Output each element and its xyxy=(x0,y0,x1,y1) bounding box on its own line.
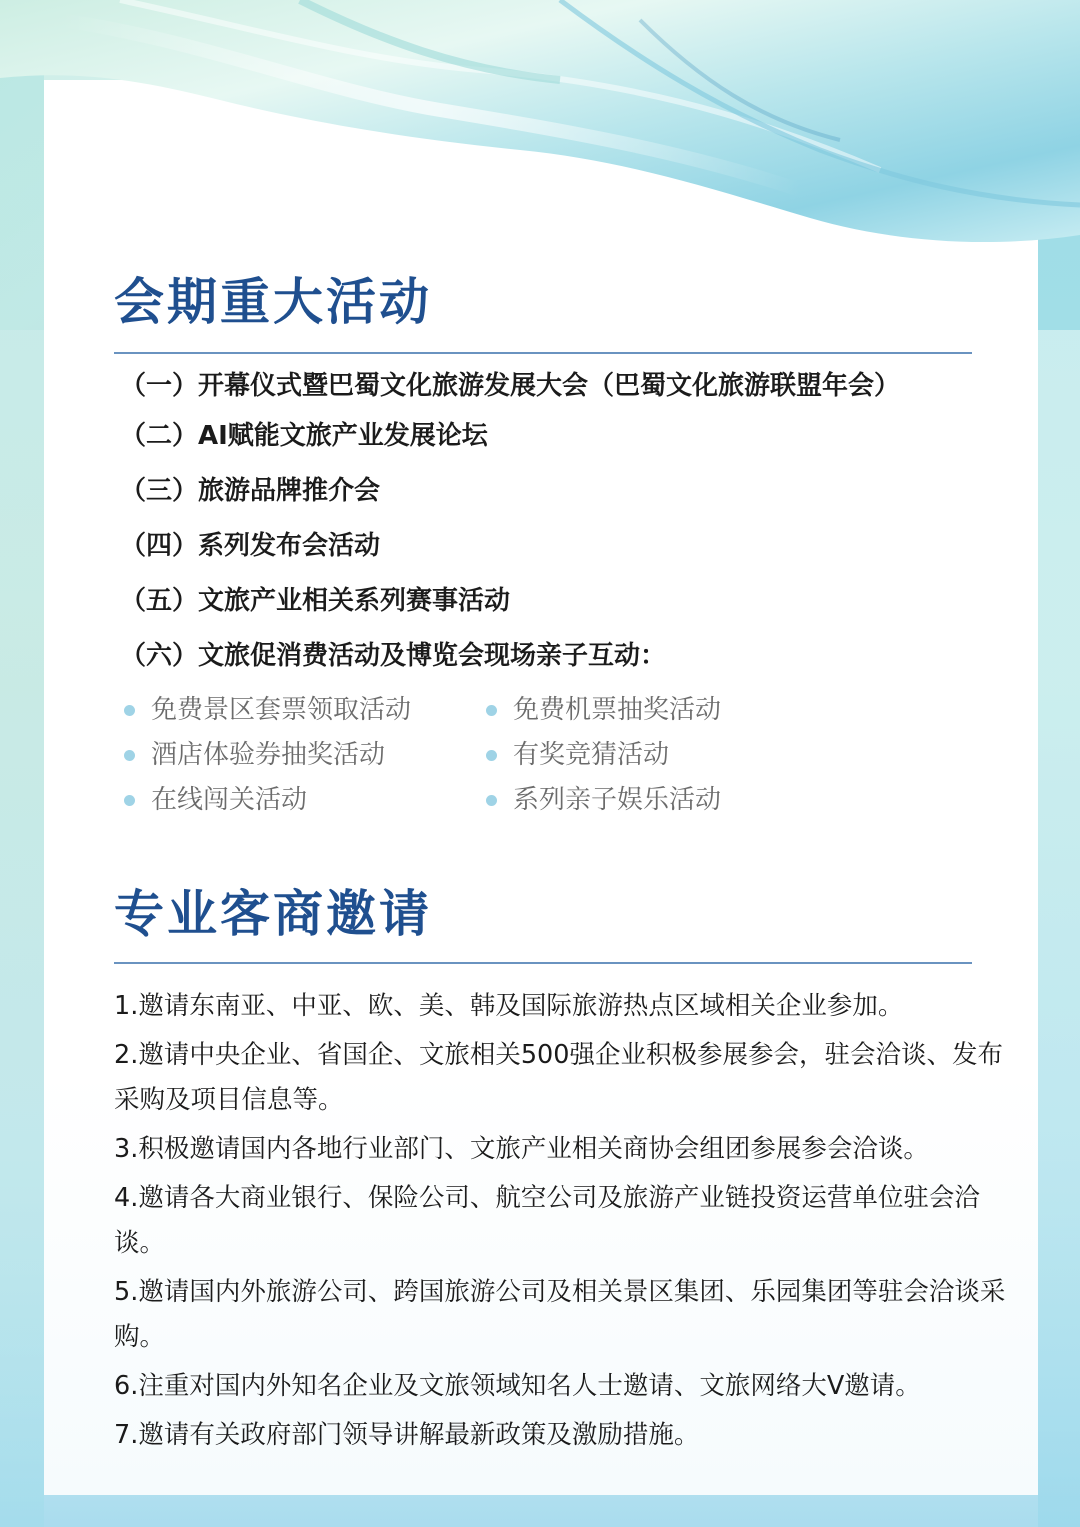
invitation-list xyxy=(114,984,1014,1462)
sub-item xyxy=(124,693,486,727)
bullet-dot-icon xyxy=(486,705,497,716)
activity-item-6: （六）文旅促消费活动及博览会现场亲子互动： xyxy=(120,641,667,671)
activity-item-3: （三）旅游品牌推介会 xyxy=(120,476,381,506)
bullet-dot-icon xyxy=(124,795,135,806)
bullet-dot-icon xyxy=(124,750,135,761)
activity-sub-list xyxy=(124,693,904,817)
activity-item-4: （四）系列发布会活动 xyxy=(120,531,381,561)
activity-item-1: （一）开幕仪式暨巴蜀文化旅游发展大会（巴蜀文化旅游联盟年会） xyxy=(120,371,901,401)
sub-item xyxy=(124,783,486,817)
bullet-dot-icon xyxy=(124,705,135,716)
invitation-item: 6.注重对国内外知名企业及文旅领域知名人士邀请、文旅网络大V邀请。 xyxy=(114,1371,921,1401)
invitation-item: 1.邀请东南亚、中亚、欧、美、韩及国际旅游热点区域相关企业参加。 xyxy=(114,991,904,1021)
sub-item xyxy=(486,738,886,772)
bullet-dot-icon xyxy=(486,750,497,761)
invitation-item: 4.邀请各大商业银行、保险公司、航空公司及旅游产业链投资运营单位驻会洽谈。 xyxy=(114,1183,980,1258)
invitations-title: 专业客商邀请 xyxy=(114,885,432,943)
sub-item xyxy=(486,693,886,727)
sub-item-label: 酒店体验券抽奖活动 xyxy=(151,740,386,770)
invitation-item: 2.邀请中央企业、省国企、文旅相关500强企业积极参展参会，驻会洽谈、发布采购及项目信息等。 xyxy=(114,1040,1004,1115)
sub-item-label: 系列亲子娱乐活动 xyxy=(513,785,722,815)
activities-divider xyxy=(114,352,972,354)
sub-item xyxy=(486,783,886,817)
activities-title: 会期重大活动 xyxy=(114,273,432,331)
invitations-divider xyxy=(114,962,972,964)
sub-item-label: 有奖竞猜活动 xyxy=(513,740,670,770)
sub-item-label: 免费景区套票领取活动 xyxy=(151,695,412,725)
activity-item-2: （二）AI赋能文旅产业发展论坛 xyxy=(120,421,488,451)
sub-item xyxy=(124,738,486,772)
invitation-item: 5.邀请国内外旅游公司、跨国旅游公司及相关景区集团、乐园集团等驻会洽谈采购。 xyxy=(114,1277,1006,1352)
invitation-item: 3.积极邀请国内各地行业部门、文旅产业相关商协会组团参展参会洽谈。 xyxy=(114,1134,929,1164)
activity-item-5: （五）文旅产业相关系列赛事活动 xyxy=(120,586,511,616)
sub-item-label: 免费机票抽奖活动 xyxy=(513,695,722,725)
bullet-dot-icon xyxy=(486,795,497,806)
invitation-item: 7.邀请有关政府部门领导讲解最新政策及激励措施。 xyxy=(114,1420,700,1450)
sub-item-label: 在线闯关活动 xyxy=(151,785,308,815)
